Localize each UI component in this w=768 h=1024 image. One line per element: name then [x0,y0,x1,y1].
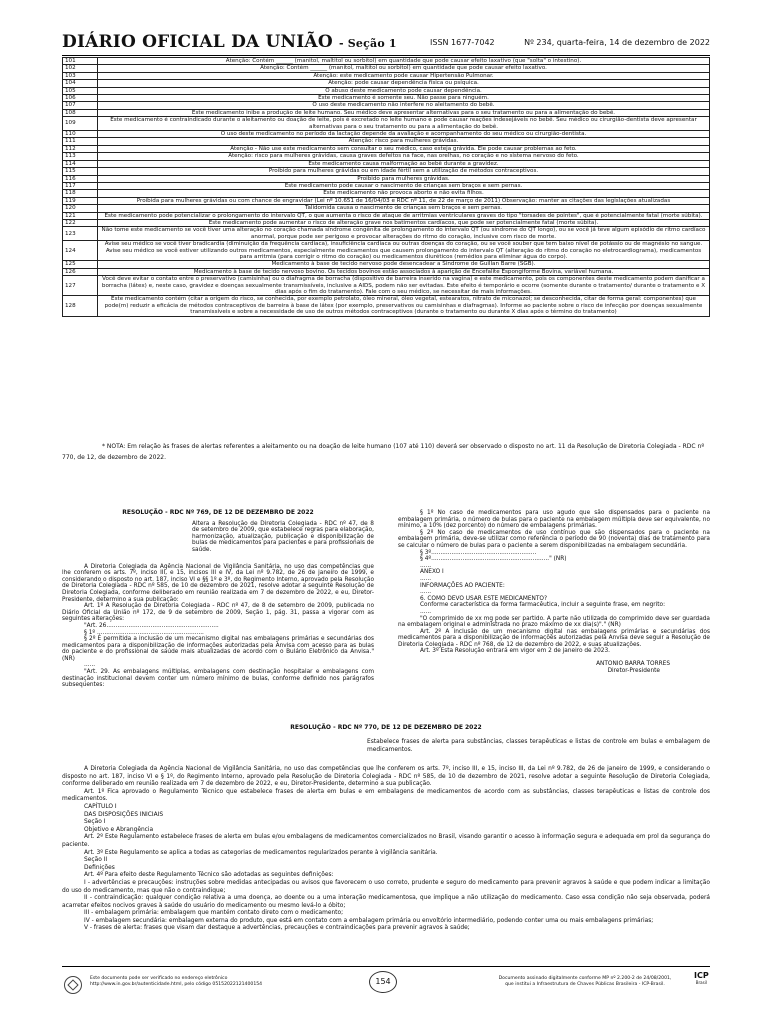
paragraph: "O comprimido de xx mg pode ser partido. A parte não utilizada do comprimido deve ser guardada na embalagem original e administrada no prazo máximo de xx dia(s)"." (NR) [398,615,710,629]
row-text: Atenção: Contém ______ (manitol, maltitol ou sorbitol) em quantidade que pode causar efeito laxativo (que "solta" o intestino). [98,58,710,65]
paragraph: ...... [420,562,432,569]
row-text: Este medicamento causa malformação ao bebê durante a gravidez. [98,160,710,167]
row-number: 105 [63,87,98,94]
paragraph: DAS DISPOSIÇÕES INICIAIS [84,811,164,818]
rdc769-ementa: Altera a Resolução de Diretoria Colegiada - RDC nº 47, de 8 de setembro de 2009, que estabelece regras para elaboração, harmonização, atualização, publicação e disponibilização de bulas de medicamentos para pacientes e para profissionais de saúde. [192,520,374,553]
row-number: 121 [63,212,98,219]
paragraph: INFORMAÇÕES AO PACIENTE: [420,582,505,589]
paragraph: § 2º No caso de medicamentos de uso contínuo que são dispensados para o paciente na embalagem primária, deve-se utilizar como referência o período de 90 (noventa) dias de tratamento para se calcular o número de bulas para o paciente a serem disponibilizadas na embalagem secundária. [398,529,710,549]
paragraph: Seção II [84,857,108,864]
table-row [63,219,710,226]
row-text: O abuso deste medicamento pode causar dependência. [98,87,710,94]
paragraph: "Art. 26............................................................. [84,622,219,629]
row-number: 119 [63,197,98,204]
title-text: DIÁRIO OFICIAL DA UNIÃO [62,32,333,52]
table-row [63,261,710,268]
table-row [63,241,710,261]
row-text: Proibido para mulheres grávidas ou em idade fértil sem a utilização de métodos contraceptivos. [98,168,710,175]
row-number: 104 [63,80,98,87]
row-number: 112 [63,145,98,152]
footer-line: Este documento pode ser verificado no endereço eletrônico [90,976,228,981]
paragraph: ...... [420,589,432,596]
issn: ISSN 1677-7042 [430,38,495,47]
paragraph: Seção I [84,819,106,826]
table-row [63,65,710,72]
signer-role: Diretor-Presidente [607,667,660,674]
row-number: 115 [63,168,98,175]
row-text: Avise seu médico se você tiver bradicardia (diminuição da frequência cardíaca), insuficiência cardíaca ou outras doenças do coração, ou se você souber que tem baixo nível de potássio ou de magnésio no sangue. Avise seu médico se você estiver utilizando outros medicamentos, especialmente medicamentos que causem prolongamento do intervalo QT (alteração do ritmo do coração no eletrocardiograma), medicamentos para arritmia (para corrigir o ritmo do coração) ou medicamentos diuréticos (remédios para eliminar água do corpo). [98,241,710,261]
rdc769-right-column [398,510,710,674]
row-text: Atenção: Contém ______ (manitol, maltitol ou sorbitol) em quantidade que pode causar efeito laxativo. [98,65,710,72]
icp-brasil-logo [694,972,709,985]
table-row [63,160,710,167]
table-row [63,168,710,175]
row-text: Medicamento à base de tecido nervoso bovino. Os tecidos bovinos estão associados à aparição de Encefalite Espongiforme Bovina, variável humana. [98,268,710,275]
section-label: - Seção 1 [338,37,397,50]
row-text: Você deve evitar o contato entre o preservativo (camisinha) ou o diafragma de borracha (dispositivo de barreira inserido na vagina) e este medicamento, pois os componentes deste medicamento podem danificar a borracha (látex) e, neste caso, gravidez e doenças sexualmente transmissíveis, inclusive a AIDS, podem não ser evitadas. Este efeito é temporário e ocorre (somente durante o tratamento/ durante o tratamento e X dias após o fim do tratamento). Fale com o seu médico, se necessitar de mais informações. [98,276,710,296]
table-row [63,131,710,138]
row-text: Atenção: risco para mulheres grávidas. [98,138,710,145]
paragraph: III - embalagem primária: embalagem que mantém contato direto com o medicamento; [84,910,344,917]
row-number: 127 [63,276,98,296]
row-number: 102 [63,65,98,72]
row-number: 109 [63,117,98,131]
paragraph: "Art. 29. As embalagens múltiplas, embalagens com destinação hospitalar e embalagens com destinação institucional devem conter um número mínimo de bulas, conforme definido nos parágrafos subsequentes: [62,669,374,689]
row-text: Proibida para mulheres grávidas ou com chance de engravidar (Lei nº 10.651 de 16/04/03 e RDC nº 11, de 22 de março de 2011) Observação: manter as citações das legislações atualizadas [98,197,710,204]
row-text: Atenção: este medicamento pode causar Hipertensão Pulmonar. [98,72,710,79]
newspaper-title [62,32,397,52]
paragraph: II - contraindicação: qualquer condição relativa a uma doença, ao doente ou a uma interação medicamentosa, que implique a não utilização do medicamento. Caso essa condição não seja observada, poderá acarretar efeitos nocivos graves à saúde do usuário do medicamento ou mesmo levá-lo a óbito; [62,895,710,909]
rdc769-left-column [62,510,374,689]
table-row [63,95,710,102]
alert-phrases-table [62,57,710,317]
footer-line: http://www.in.gov.br/autenticidade.html, pelo código 05152022121400154 [90,982,263,987]
table-row [63,145,710,152]
rdc770-body [62,766,710,933]
row-number: 101 [63,58,98,65]
row-number: 123 [63,227,98,241]
row-text: Proibido para mulheres grávidas. [98,175,710,182]
table-row [63,276,710,296]
paragraph: A Diretoria Colegiada da Agência Nacional de Vigilância Sanitária, no uso das competências que lhe conferem os arts. 7º, inciso III, e 15, inciso III, da Lei nº 9.782, de 26 de janeiro de 1999, e considerando o disposto no art. 187, inciso VI e § 1º, do Regimento Interno, aprovado pela Resolução de Diretoria Colegiada - RDC nº 585, de 10 de dezembro de 2021, resolve adotar a seguinte Resolução de Diretoria Colegiada, conforme deliberado em reunião realizada em 7 de dezembro de 2022, e eu, Diretor-Presidente, determino a sua publicação. [62,766,710,788]
paragraph: V - frases de alerta: frases que visam dar destaque a advertências, precauções e contraindicações para prevenir agravos à saúde; [84,925,470,932]
row-number: 111 [63,138,98,145]
row-number: 106 [63,95,98,102]
row-text: Atenção - Não use este medicamento sem consultar o seu médico, caso esteja grávida. Ele pode causar problemas ao feto. [98,145,710,152]
table-row [63,182,710,189]
row-text: O uso deste medicamento no período da lactação depende da avaliação e acompanhamento do seu médico ou cirurgião-dentista. [98,131,710,138]
row-text: Este medicamento não provoca aborto e não evita filhos. [98,190,710,197]
paragraph: Art. 3º Este Regulamento se aplica a todas as categorias de medicamentos regularizados perante à vigilância sanitária. [84,849,438,856]
paragraph: § 3º......................................................... [420,549,537,556]
signer-name: ANTONIO BARRA TORRES [596,661,670,668]
paragraph: Art. 1º Fica aprovado o Regulamento Técnico que estabelece frases de alerta em bulas e em embalagens de medicamentos de acordo com as substâncias, classes terapêuticas e listas de controle dos medicamentos. [62,788,710,803]
row-text: Atenção: pode causar dependência física ou psíquica. [98,80,710,87]
table-note: * NOTA: Em relação às frases de alertas referentes a aleitamento ou na doação de leite humano (107 até 110) deverá ser observado o disposto no art. 11 da Resolução de Diretoria Colegiada - RDC nº 770, de 12, de dezembro de 2022. [62,443,705,461]
paragraph: I - advertências e precauções: instruções sobre medidas antecipadas ou avisos que favorecem o uso correto, prudente e seguro do medicamento para prevenir agravos à saúde e que podem indicar a limitação do uso do medicamento, mas que não o contraindique; [62,879,710,894]
rdc770-title-block [62,724,710,762]
table-row [63,138,710,145]
paragraph: § 2º É permitida a inclusão de um mecanismo digital nas embalagens primárias e secundárias dos medicamentos para a disponibilização de informações autorizadas pela Anvisa com acesso para as bulas do paciente e do profissional de saúde mais atualizadas de acordo com o Bulário Eletrônico da Anvisa." (NR) [62,636,374,662]
table-row [63,212,710,219]
paragraph: Conforme característica da forma farmacêutica, incluir a seguinte frase, em negrito: [420,602,666,609]
page-number: 154 [369,971,397,993]
table-row [63,175,710,182]
table-row [63,87,710,94]
paragraph: Art. 1º A Resolução de Diretoria Colegiada - RDC nº 47, de 8 de setembro de 2009, publicada no Diário Oficial da União nº 172, de 9 de setembro de 2009, Seção 1, pág. 31, passa a vigorar com as seguintes alterações: [62,603,374,623]
paragraph: Art. 3º Esta Resolução entrará em vigor em 2 de janeiro de 2023. [420,648,611,655]
paragraph: A Diretoria Colegiada da Agência Nacional de Vigilância Sanitária, no uso das competências que lhe conferem os arts. 7º, inciso III, e 15, incisos III e IV, da Lei nº 9.782, de 26 de janeiro de 1999, e considerando o disposto no art. 187, inciso VI e §§ 1º e 3º, do Regimento Interno, aprovado pela Resolução de Diretoria Colegiada - RDC nº 585, de 10 de dezembro de 2021, resolve adotar a seguinte Resolução de Diretoria Colegiada, conforme deliberado em reunião realizada em 7 de dezembro de 2022, e eu, Diretor-Presidente, determino a sua publicação: [62,563,374,603]
paragraph: Objetivo e Abrangência [84,826,154,833]
table-row [63,109,710,116]
rdc770-ementa: Estabelece frases de alerta para substâncias, classes terapêuticas e listas de controle em bulas e embalagem de medicamentos. [367,739,710,753]
row-number: 113 [63,153,98,160]
paragraph: Definições [84,864,115,871]
footer-line: Documento assinado digitalmente conforme MP nº 2.200-2 de 24/08/2001, [498,976,672,981]
table-row [63,72,710,79]
table-row [63,197,710,204]
paragraph: § 1º No caso de medicamentos para uso agudo que são dispensados para o paciente na embalagem primária, o número de bulas para o paciente na embalagem múltipla deve ser equivalente, no mínimo, a 10% (dez porcento) do número de embalagens primárias. [398,510,710,530]
paragraph: Art. 4º Para efeito deste Regulamento Técnico são adotadas as seguintes definições: [84,872,334,879]
paragraph: § 1º .......................................................... [84,629,204,636]
table-row [63,153,710,160]
row-number: 125 [63,261,98,268]
republic-seal-icon [64,976,82,994]
row-number: 117 [63,182,98,189]
table-row [63,80,710,87]
row-text: Este medicamento pode aumentar o risco de alteração grave nos batimentos cardíacos, que pode ser potencialmente fatal (morte súbita). [98,219,710,226]
paragraph: § 4º................................................................" (NR) [420,556,567,563]
header-rule [62,55,710,56]
paragraph: IV - embalagem secundária: embalagem externa do produto, que está em contato com a embalagem primária ou envoltório intermediário, podendo conter uma ou mais embalagens primárias; [84,917,654,924]
icp-text: ICP [694,971,709,980]
row-text: Este medicamento contém (citar a origem do risco, se conhecida, por exemplo petrolato, óleo mineral, óleo vegetal, estearatos, nitrato de miconazol; se desconhecida, citar de forma geral: componentes) que pode(m) reduzir a eficácia de métodos contraceptivos de barreira à base de látex (por exemplo, preservativos ou camisinhas e diafragmas). Informe ao paciente sobre o risco de infecção por doenças sexualmente transmissíveis e sobre a necessidade de uso de outros métodos contraceptivos (durante o tratamento ou durante X dias após o término do tratamento) [98,296,710,316]
row-number: 103 [63,72,98,79]
paragraph: ...... [84,662,96,669]
row-number: 124 [63,241,98,261]
row-text: Este medicamento pode causar o nascimento de crianças sem braços e sem pernas. [98,182,710,189]
paragraph: CAPÍTULO I [84,803,117,810]
row-text: Talidomida causa o nascimento de crianças sem braços e sem pernas. [98,205,710,212]
row-number: 126 [63,268,98,275]
paragraph: Art. 2º A inclusão de um mecanismo digital nas embalagens primárias e secundárias dos medicamentos para a disponibilização de informações autorizadas pela Anvisa deve seguir a Resolução de Diretoria Colegiada - RDC nº 768, de 12 de dezembro de 2022, e suas atualizações. [398,628,710,648]
rdc769-title: RESOLUÇÃO - RDC Nº 769, DE 12 DE DEZEMBRO DE 2022 [122,509,314,516]
row-text: Medicamento à base de tecido nervoso pode desencadear a Síndrome de Guillan Barre (SGB). [98,261,710,268]
table-row [63,296,710,316]
table-row [63,205,710,212]
table-row [63,58,710,65]
row-number: 122 [63,219,98,226]
row-number: 110 [63,131,98,138]
row-number: 118 [63,190,98,197]
footer-line: que institui a Infraestrutura de Chaves Públicas Brasileira - ICP-Brasil. [505,982,665,987]
row-text: O uso deste medicamento não interfere no aleitamento do bebê. [98,102,710,109]
table-row [63,190,710,197]
footer-signature-note [485,976,685,988]
row-number: 107 [63,102,98,109]
row-number: 108 [63,109,98,116]
row-number: 128 [63,296,98,316]
table-row [63,102,710,109]
row-text: Este medicamento é somente seu. Não passe para ninguém. [98,95,710,102]
row-number: 114 [63,160,98,167]
paragraph: 6. COMO DEVO USAR ESTE MEDICAMENTO? [420,595,548,602]
paragraph: ...... [420,608,432,615]
table-row [63,268,710,275]
row-number: 120 [63,205,98,212]
footer-rule [62,966,710,967]
issue-date: Nº 234, quarta-feira, 14 de dezembro de 2022 [524,38,710,47]
paragraph: ANEXO I [420,569,444,576]
paragraph: ...... [420,575,432,582]
row-text: Atenção: risco para mulheres grávidas, causa graves defeitos na face, nas orelhas, no coração e no sistema nervoso do feto. [98,153,710,160]
table-row [63,117,710,131]
row-text: Este medicamento pode potencializar o prolongamento do intervalo QT, o que aumenta o risco de ataque de arritmias ventriculares graves do tipo "torsades de pointes", que é potencialmente fatal (morte súbita). [98,212,710,219]
page-header [62,32,710,56]
rdc770-title: RESOLUÇÃO - RDC Nº 770, DE 12 DE DEZEMBRO DE 2022 [290,724,482,731]
row-number: 116 [63,175,98,182]
row-text: Este medicamento inibe a produção de leite humano. Seu médico deve apresentar alternativas para o seu tratamento ou para a alimentação do bebê. [98,109,710,116]
footer-verification [90,976,330,988]
paragraph: Art. 2º Este Regulamento estabelece frases de alerta em bulas e/ou embalagens de medicamentos comercializados no Brasil, visando garantir o acesso à informação segura e adequada em prol da segurança do paciente. [62,834,710,848]
row-text: Este medicamento é contraindicado durante o aleitamento ou doação de leite, pois é excretado no leite humano e pode causar reações indesejáveis no bebê. Seu médico ou cirurgião-dentista deve apresentar alternativas para o seu tratamento ou para a alimentação do bebê. [98,117,710,131]
table-row [63,227,710,241]
icp-sub-text: Brasil [695,980,707,985]
row-text: Não tome este medicamento se você tiver uma alteração no coração chamada síndrome congênita de prolongamento do intervalo QT (ou síndrome do QT longo), ou se você já teve algum episódio de ritmo cardíaco anormal, porque pode ser perigoso e provocar alterações do ritmo do coração, inclusive com risco de morte. [98,227,710,241]
